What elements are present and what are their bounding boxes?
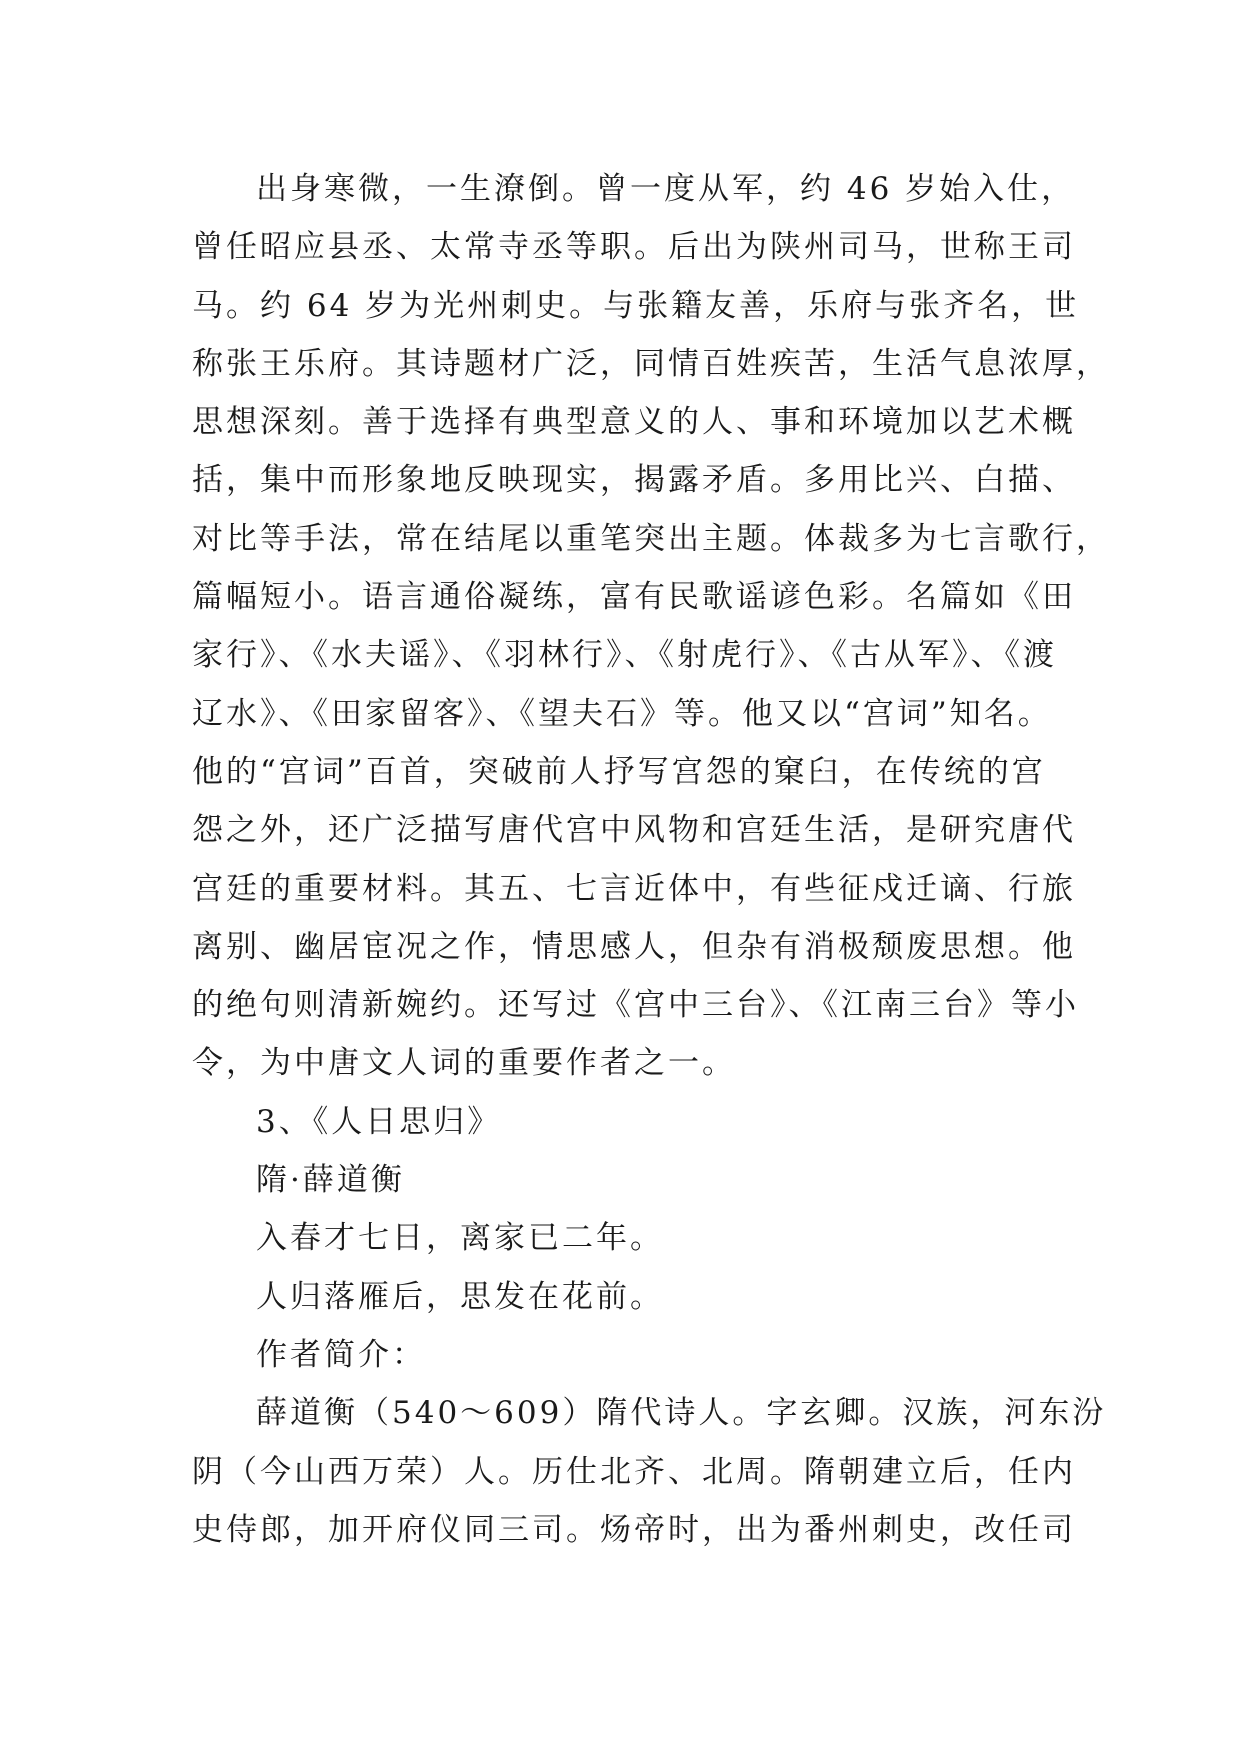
poem-verse: 入春才七日，离家已二年。	[256, 1220, 664, 1257]
paragraph-line: 称张王乐府。其诗题材广泛，同情百姓疾苦，生活气息浓厚，	[192, 345, 1110, 382]
paragraph-line: 思想深刻。善于选择有典型意义的人、事和环境加以艺术概	[192, 404, 1076, 441]
poem-author: 隋·薛道衡	[256, 1162, 405, 1199]
author-intro-label: 作者简介：	[256, 1336, 426, 1373]
author-intro-section	[192, 1326, 1107, 1559]
paragraph-line: 马。约 64 岁为光州刺史。与张籍友善，乐府与张齐名，世	[192, 287, 1080, 324]
paragraph-line: 辽水》、《田家留客》、《望夫石》等。他又以“宫词”知名。	[192, 695, 1052, 732]
paragraph-line: 宫廷的重要材料。其五、七言近体中，有些征戍迁谪、行旅	[192, 870, 1076, 907]
wang-jian-biography-paragraph	[192, 160, 1110, 1093]
paragraph-line: 史侍郎，加开府仪同三司。炀帝时，出为番州刺史，改任司	[192, 1511, 1076, 1548]
poem-heading: 3、《人日思归》	[256, 1103, 502, 1140]
paragraph-line: 括，集中而形象地反映现实，揭露矛盾。多用比兴、白描、	[192, 462, 1076, 499]
paragraph-line: 家行》、《水夫谣》、《羽林行》、《射虎行》、《古从军》、《渡	[192, 637, 1057, 674]
paragraph-line: 离别、幽居宦况之作，情思感人，但杂有消极颓废思想。他	[192, 928, 1076, 965]
paragraph-line: 对比等手法，常在结尾以重笔突出主题。体裁多为七言歌行，	[192, 520, 1110, 557]
document-body	[192, 160, 1110, 1559]
paragraph-line: 的绝句则清新婉约。还写过《宫中三台》、《江南三台》等小	[192, 987, 1079, 1024]
paragraph-line: 他的“宫词”百首，突破前人抒写宫怨的窠臼，在传统的宫	[192, 753, 1046, 790]
paragraph-line: 令，为中唐文人词的重要作者之一。	[192, 1045, 736, 1082]
paragraph-line: 阴（今山西万荣）人。历仕北齐、北周。隋朝建立后，任内	[192, 1453, 1076, 1490]
paragraph-line: 出身寒微，一生潦倒。曾一度从军，约 46 岁始入仕，	[256, 171, 1076, 207]
poem-section	[192, 1093, 1062, 1326]
paragraph-line: 曾任昭应县丞、太常寺丞等职。后出为陕州司马，世称王司	[192, 229, 1076, 266]
paragraph-line: 薛道衡（540～609）隋代诗人。字玄卿。汉族，河东汾	[256, 1395, 1107, 1432]
paragraph-line: 篇幅短小。语言通俗凝练，富有民歌谣谚色彩。名篇如《田	[192, 579, 1076, 616]
poem-verse: 人归落雁后，思发在花前。	[256, 1278, 664, 1315]
paragraph-line: 怨之外，还广泛描写唐代宫中风物和宫廷生活，是研究唐代	[192, 812, 1076, 849]
